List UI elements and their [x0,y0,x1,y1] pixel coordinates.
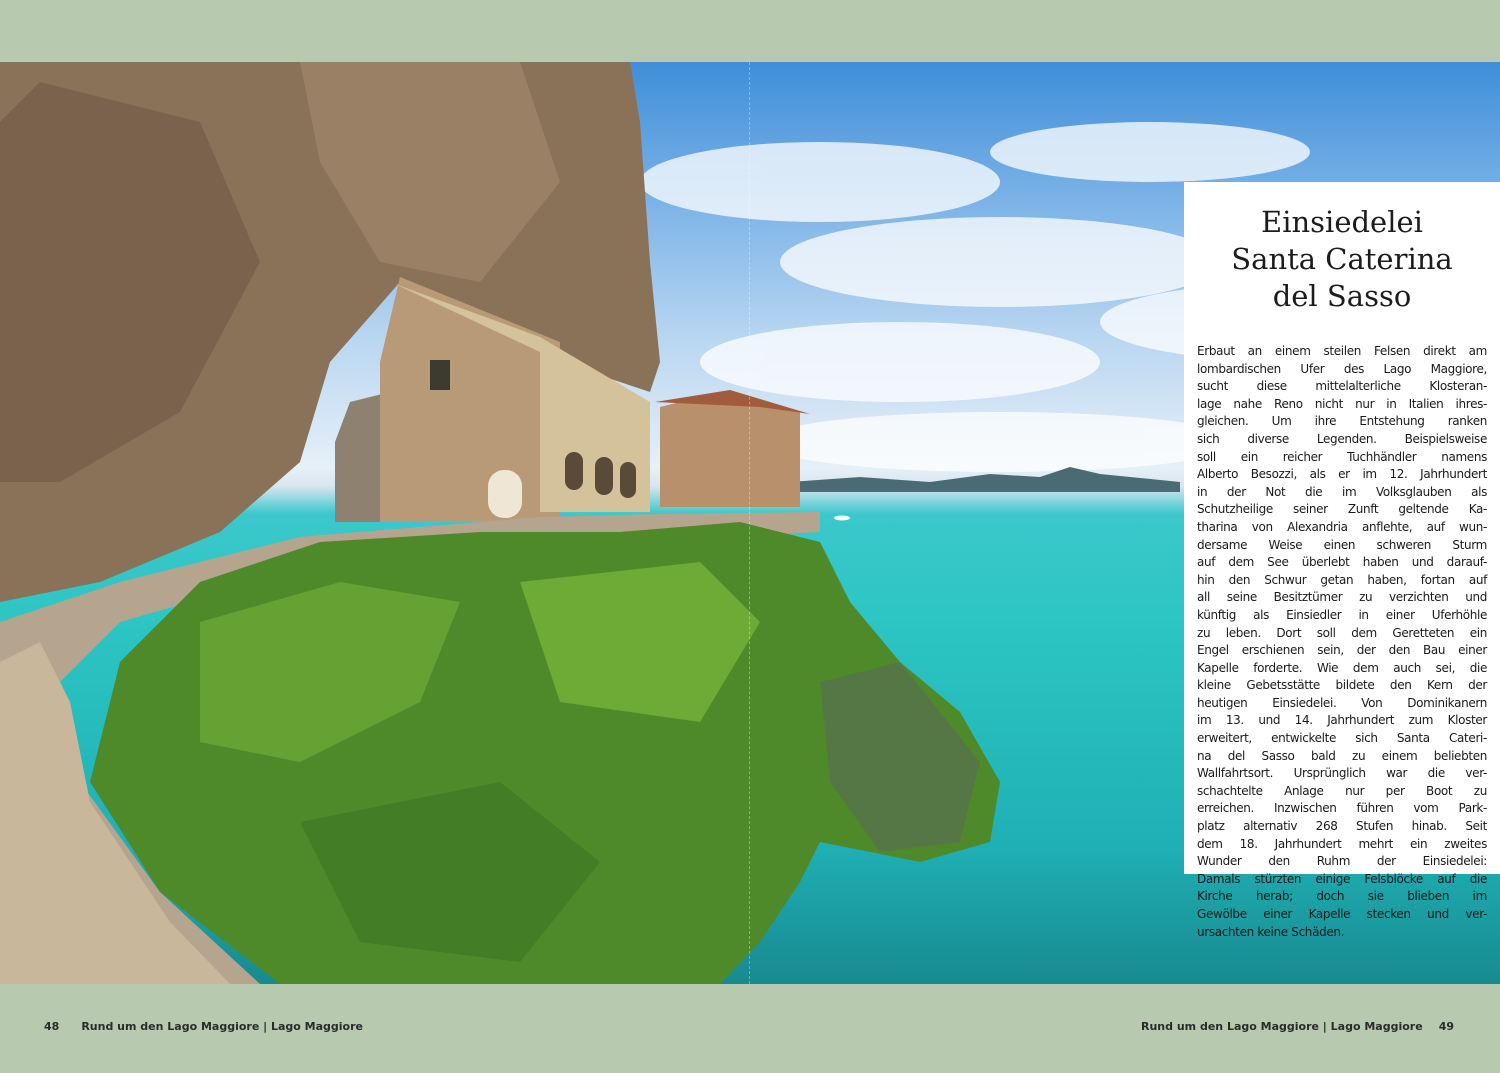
page-gutter [749,62,750,984]
body-line: dem 18. Jahrhundert mehrt ein zweites [1197,836,1487,851]
article-box [1184,182,1500,939]
body-line: auf dem See überlebt haben und darauf- [1197,555,1487,570]
body-line: lombardischen Ufer des Lago Maggiore, [1197,361,1487,376]
page-number: 48 [44,1020,60,1033]
body-line: zu leben. Dort soll dem Geretteten ein [1197,625,1487,640]
page-number: 49 [1438,1020,1454,1033]
body-line: lage nahe Reno nicht nur in Italien ihres- [1197,396,1487,411]
body-line: tharina von Alexandria anflehte, auf wun- [1197,519,1487,534]
body-line: Wallfahrtsort. Ursprünglich war die ver- [1197,766,1487,781]
title-line: Einsiedelei [1261,205,1423,239]
footer-right [1141,1020,1454,1033]
body-line: dersame Weise einen schweren Sturm [1197,537,1487,552]
body-line: heutigen Einsiedelei. Von Dominikanern [1197,695,1487,710]
body-line: in der Not die im Volksglauben als [1197,484,1487,499]
body-line: erweitert, entwickelte sich Santa Cateri- [1197,731,1487,746]
body-line: künftig als Einsiedler in einer Uferhöhle [1197,607,1487,622]
body-line: kleine Gebetsstätte bildete den Kern der [1197,678,1487,693]
body-line: all seine Besitztümer zu verzichten und [1197,590,1487,605]
body-line: Wunder den Ruhm der Einsiedelei: [1197,854,1487,869]
body-line: Kirche herab; doch sie blieben im [1197,889,1487,904]
body-line: soll ein reicher Tuchhändler namens [1197,449,1487,464]
body-line: im 13. und 14. Jahrhundert zum Kloster [1197,713,1487,728]
body-line: na del Sasso bald zu einem beliebten [1197,748,1487,763]
body-line: Damals stürzten einige Felsblöcke auf die [1197,871,1487,886]
body-line: Erbaut an einem steilen Felsen direkt am [1197,344,1487,358]
body-line: ursachten keine Schäden. [1197,924,1345,939]
body-line: erreichen. Inzwischen führen vom Park- [1197,801,1487,816]
body-line: Alberto Besozzi, als er im 12. Jahrhundert [1197,467,1487,482]
article-body [1197,343,1487,941]
boat [834,516,850,521]
running-head: Rund um den Lago Maggiore | Lago Maggiore [81,1020,363,1033]
footer-left [44,1020,363,1033]
body-line: platz alternativ 268 Stufen hinab. Seit [1197,819,1487,834]
running-head: Rund um den Lago Maggiore | Lago Maggiore [1141,1020,1423,1033]
body-line: schachtelte Anlage nur per Boot zu [1197,783,1487,798]
body-line: Engel erschienen sein, der den Bau einer [1197,643,1487,658]
body-line: sucht diese mittelalterliche Klosteran- [1197,379,1487,394]
body-line: Kapelle forderte. Wie dem auch sei, die [1197,660,1487,675]
body-line: gleichen. Um ihre Entstehung ranken [1197,414,1487,429]
title-line: del Sasso [1272,279,1412,313]
body-line: sich diverse Legenden. Beispielsweise [1197,431,1487,446]
title-line: Santa Caterina [1231,242,1453,276]
article-title [1197,204,1487,315]
body-line: hin den Schwur getan haben, fortan auf [1197,572,1487,587]
body-line: Gewölbe einer Kapelle stecken und ver- [1197,907,1487,921]
body-line: Schutzheilige seiner Zunft geltende Ka- [1197,502,1487,517]
